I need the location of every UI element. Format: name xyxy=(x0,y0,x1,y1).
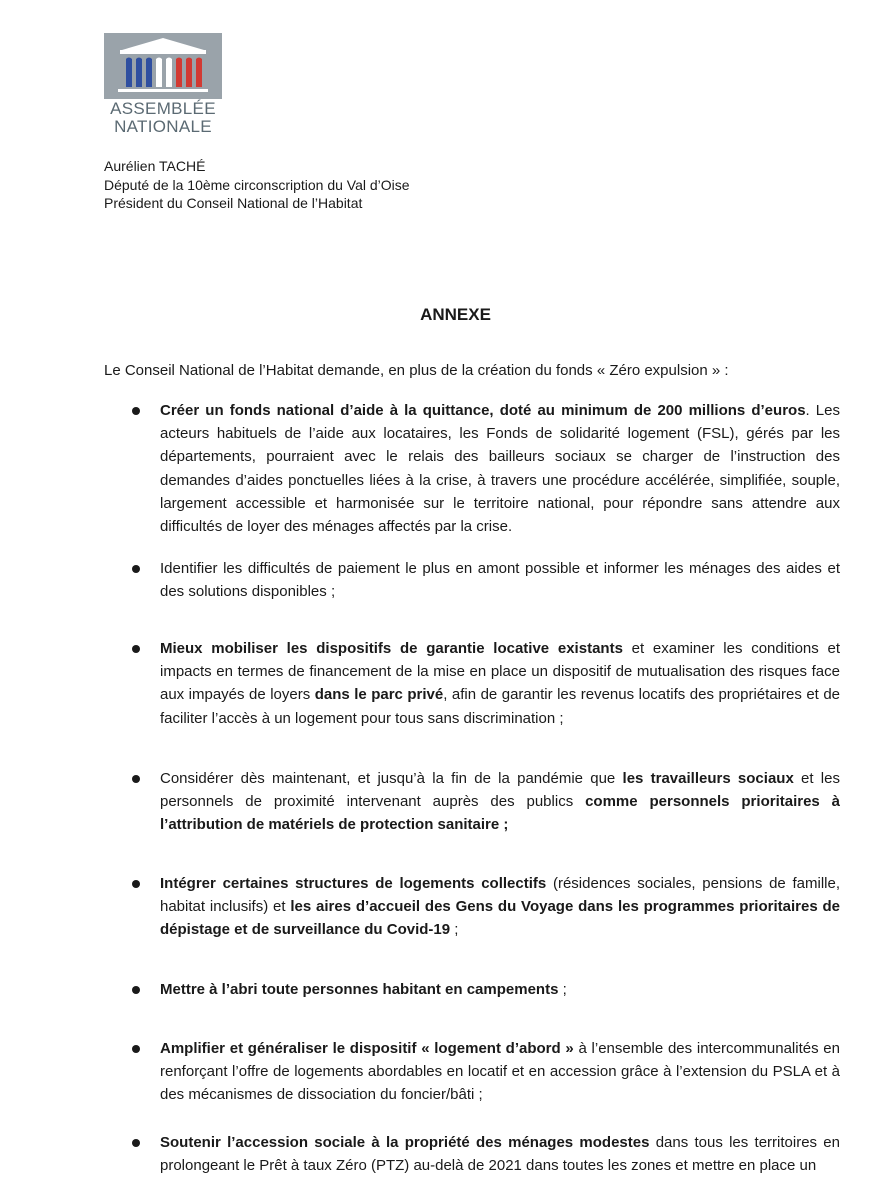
author-name: Aurélien TACHÉ xyxy=(104,158,206,174)
bullet-icon xyxy=(132,645,140,653)
item-text: ; xyxy=(450,921,459,939)
bullet-icon xyxy=(132,1139,140,1147)
item-bold: Intégrer certaines structures de logements collectifs xyxy=(160,875,547,892)
bullet-icon xyxy=(132,1045,140,1053)
logo-line-2: NATIONALE xyxy=(114,117,212,136)
list-item xyxy=(160,978,840,1001)
item-text: ; xyxy=(558,981,567,998)
item-bold: Créer un fonds national d’aide à la quittance, doté au minimum de 200 millions d’euros xyxy=(160,402,806,419)
list-item xyxy=(160,1131,840,1177)
item-text: et les personnels de proximité intervenant auprès des publics xyxy=(160,770,840,811)
item-text: (résidences sociales, pensions de famille, habitat inclusifs) et xyxy=(160,875,840,916)
item-bold: Mettre à l’abri toute personnes habitant en campements xyxy=(160,981,559,998)
bullet-icon xyxy=(132,565,140,573)
item-bold: Mieux mobiliser les dispositifs de garantie locative existants xyxy=(160,640,623,657)
intro-paragraph: Le Conseil National de l’Habitat demande, en plus de la création du fonds « Zéro expulsion » : xyxy=(104,362,729,379)
bullet-icon xyxy=(132,407,140,415)
item-text: . Les acteurs habituels de l’aide aux locataires, les Fonds de solidarité logement (FSL), gérés par les départements, pourraient avec le relais des bailleurs sociaux se charger de l’instruction des demandes d’aides ponctuelles liées à la crise, à travers une procédure accélérée, simplifiée, souple, largement accessible et harmonisée sur le territoire national, pour répondre sans attendre aux difficultés de loyer des ménages affectés par la crise. xyxy=(160,402,840,536)
bullet-icon xyxy=(132,880,140,888)
list-item xyxy=(160,767,840,837)
list-item xyxy=(160,557,840,603)
item-text: Considérer dès maintenant, et jusqu’à la fin de la pandémie que xyxy=(160,770,623,787)
author-role-2: Président du Conseil National de l’Habitat xyxy=(104,195,363,211)
bullet-icon xyxy=(132,775,140,783)
item-text: , afin de garantir les revenus locatifs des propriétaires et de faciliter l’accès à un logement pour tous sans discrimination ; xyxy=(160,686,841,727)
item-bold: comme personnels prioritaires à l’attribution de matériels de protection sanitaire ; xyxy=(160,793,840,834)
item-text: et examiner les conditions et impacts en termes de financement de la mise en place un dispositif de mutualisation des risques face aux impayés de loyers xyxy=(160,640,840,704)
logo-line-1: ASSEMBLÉE xyxy=(110,99,216,118)
bullet-icon xyxy=(132,986,140,994)
author-block xyxy=(104,157,410,213)
list-item xyxy=(160,872,840,942)
item-bold: les travailleurs sociaux xyxy=(622,770,794,787)
page-title: ANNEXE xyxy=(420,305,491,324)
author-role-1: Député de la 10ème circonscription du Val d’Oise xyxy=(104,176,410,193)
assemblee-nationale-logo xyxy=(104,33,222,136)
list-item xyxy=(160,637,840,730)
list-item xyxy=(160,1037,840,1107)
item-bold: dans le parc privé xyxy=(314,686,444,704)
item-bold: les aires d’accueil des Gens du Voyage dans les programmes prioritaires de dépistage et de surveillance du Covid-19 xyxy=(160,898,840,939)
item-text: Identifier les difficultés de paiement le plus en amont possible et informer les ménages des aides et des solutions disponibles ; xyxy=(160,560,840,601)
item-bold: Amplifier et généraliser le dispositif « logement d’abord » xyxy=(160,1040,574,1057)
assemblee-building-icon xyxy=(104,33,222,99)
item-bold: Soutenir l’accession sociale à la propriété des ménages modestes xyxy=(160,1134,650,1151)
list-item xyxy=(160,399,840,538)
item-text: à l’ensemble des intercommunalités en renforçant l’offre de logements abordables en locatif et en accession grâce à l’extension du PSLA et à des mécanismes de dissociation du foncier/bâti ; xyxy=(160,1040,840,1104)
item-text: dans tous les territoires en prolongeant le Prêt à taux Zéro (PTZ) au-delà de 2021 dans toutes les zones et mettre en place un xyxy=(160,1134,840,1175)
